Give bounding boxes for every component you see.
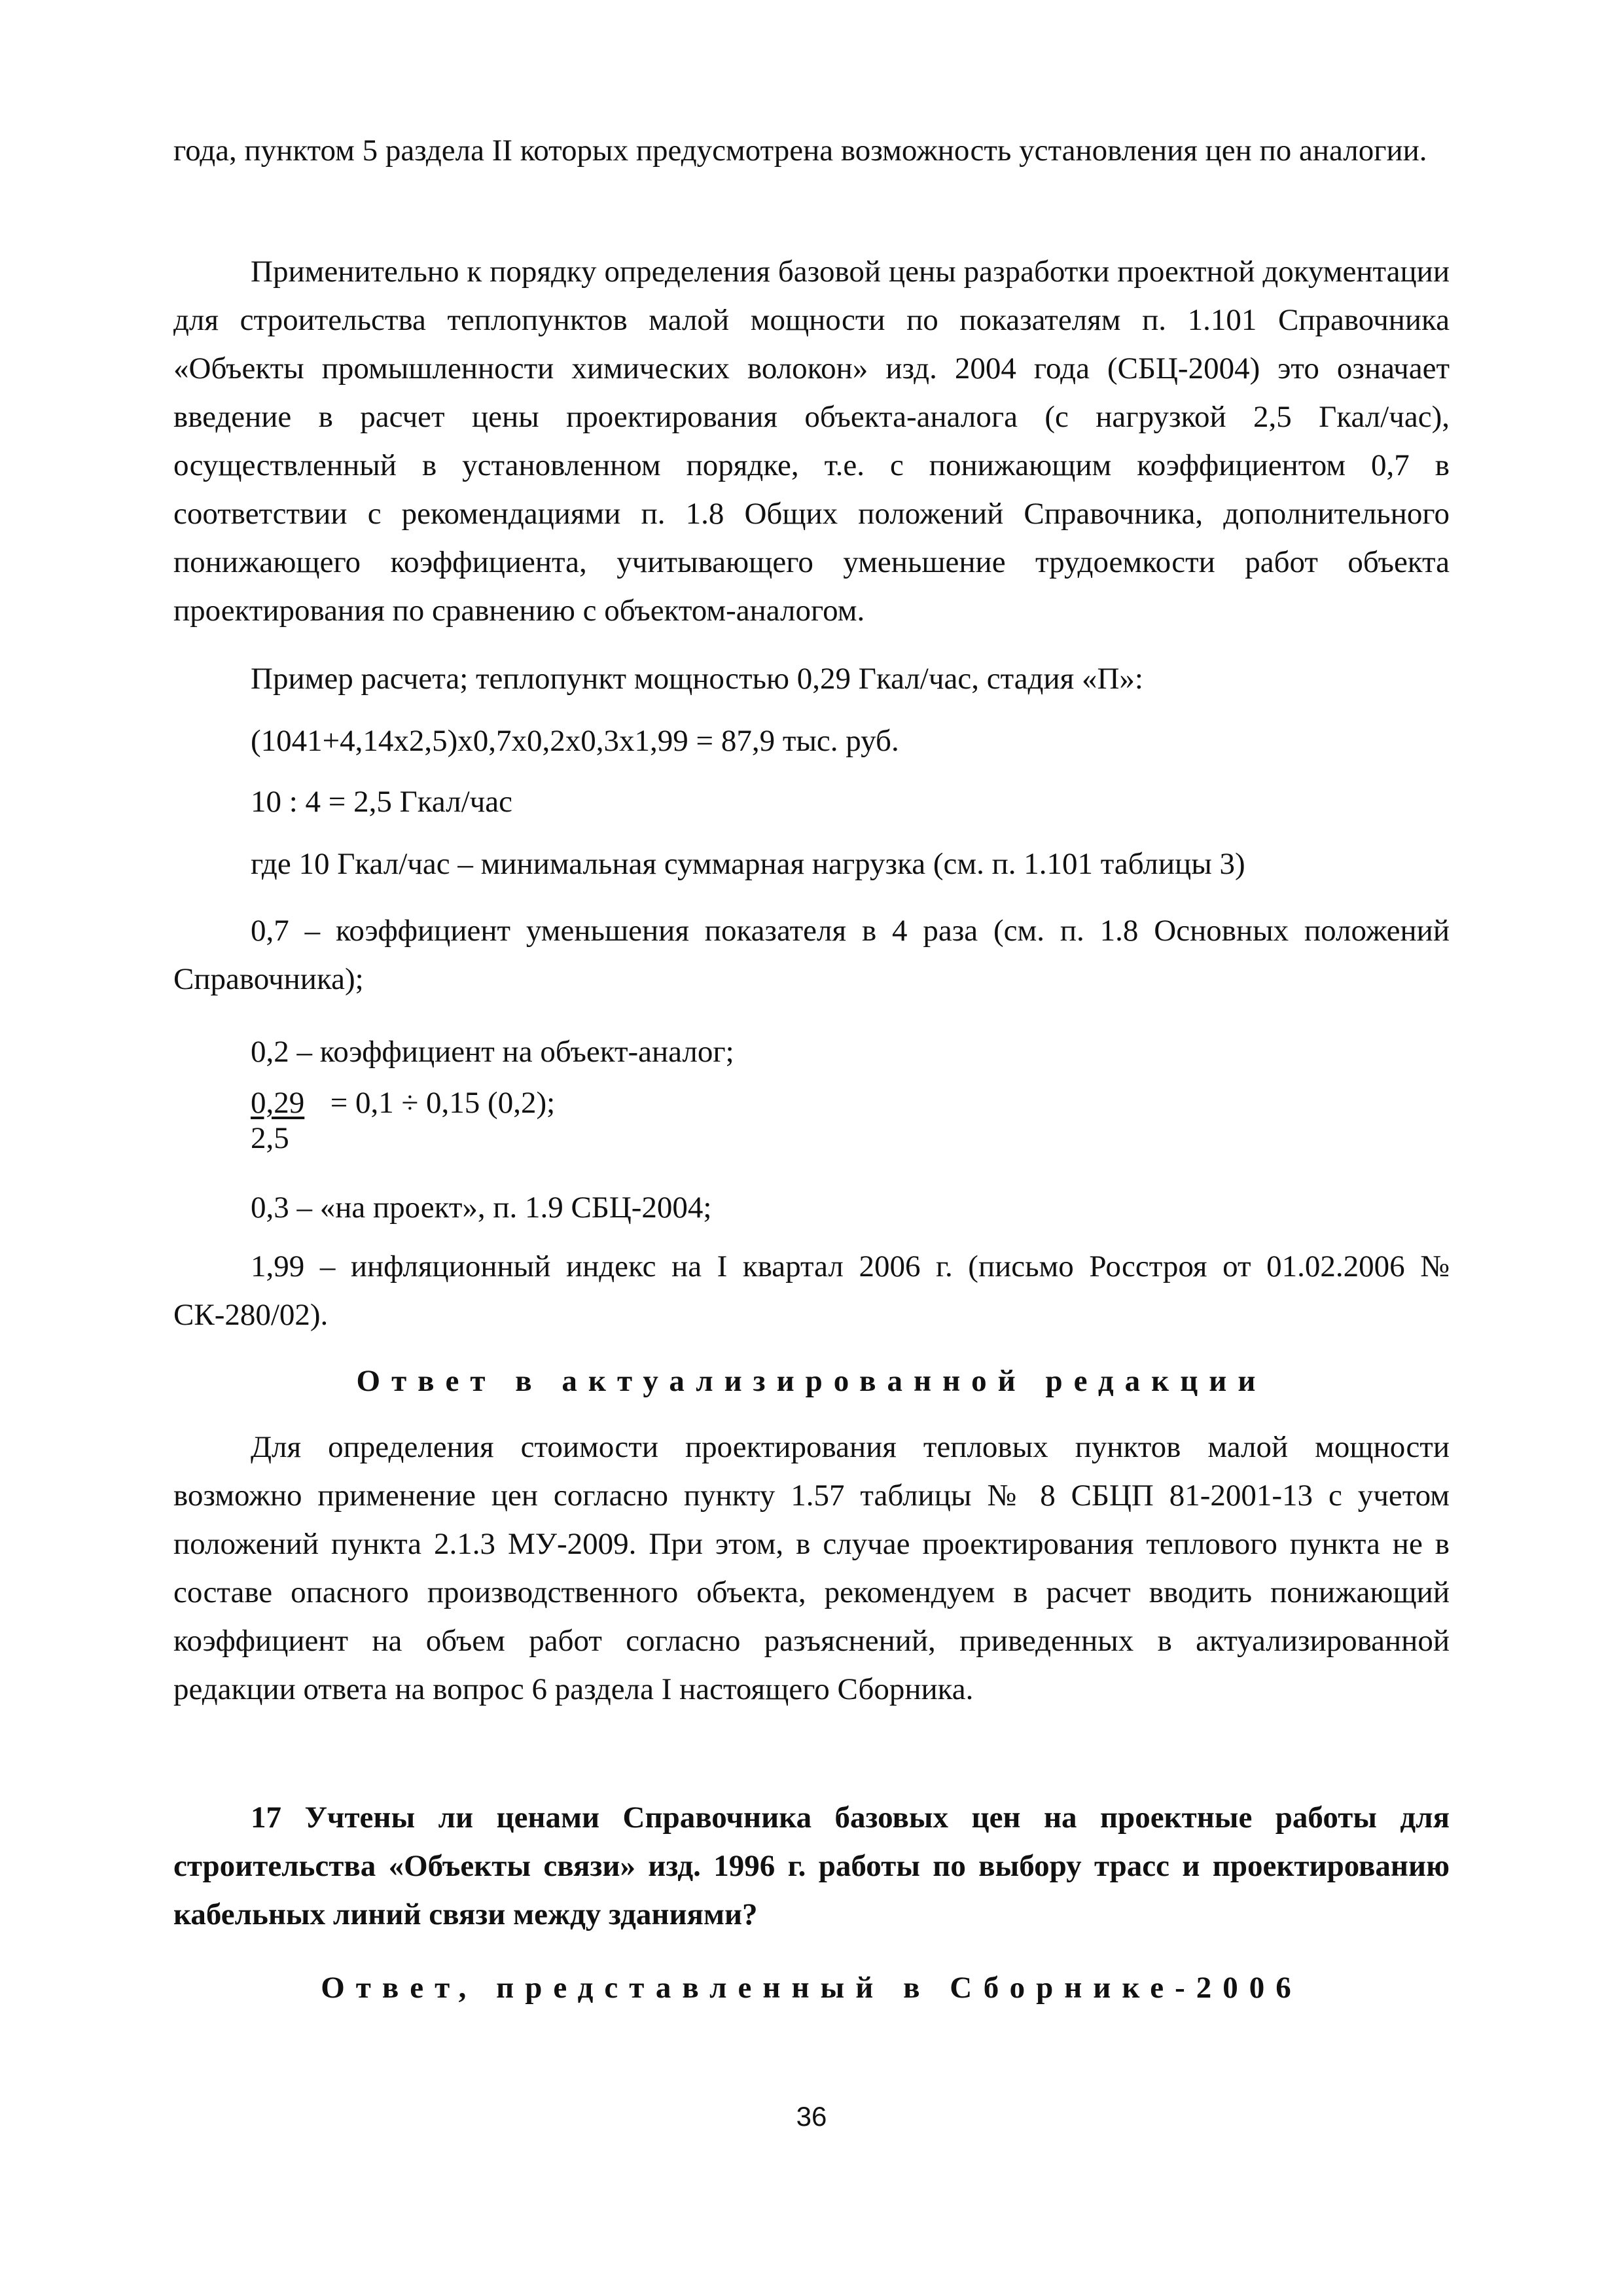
fraction-result: = 0,1 ÷ 0,15 (0,2); [330, 1086, 556, 1120]
heading-answer-2006: Ответ, представленный в Сборнике-2006 [321, 1971, 1302, 2005]
ratio-line: 10 : 4 = 2,5 Гкал/час [251, 785, 513, 819]
coefficient-03: 0,3 – «на проект», п. 1.9 СБЦ-2004; [251, 1191, 712, 1225]
heading-updated-answer: Ответ в актуализированной редакции [356, 1364, 1267, 1398]
fraction-expression [251, 1085, 555, 1156]
page-number: 36 [796, 2101, 827, 2132]
paragraph-base-price: Применительно к порядку определения базовой цены разработки проектной документации для строительства теплопунктов малой мощности по показателям п. 1.101 Справочника «Объекты промышленности химических волокон» изд. 2004 года (СБЦ-2004) это означает введение в расчет цены проектирования объекта-аналога (с нагрузкой 2,5 Гкал/час), осуществленный в установленном порядке, т.е. с понижающим коэффициентом 0,7 в соответствии с рекомендациями п. 1.8 Общих положений Справочника, дополнительного понижающего коэффициента, учитывающего уменьшение трудоемкости работ объекта проектирования по сравнению с объектом-аналогом. [173, 255, 1450, 628]
coefficient-199: 1,99 – инфляционный индекс на I квартал 2006 г. (письмо Росстроя от 01.02.2006 № СК-280/02). [173, 1249, 1450, 1332]
fraction-numerator: 0,29 [251, 1086, 305, 1120]
coefficient-07: 0,7 – коэффициент уменьшения показателя в 4 раза (см. п. 1.8 Основных положений Справочника); [173, 914, 1450, 996]
formula-line: (1041+4,14х2,5)х0,7х0,2х0,3х1,99 = 87,9 тыс. руб. [251, 724, 899, 758]
paragraph-updated-answer: Для определения стоимости проектирования тепловых пунктов малой мощности возможно применение цен согласно пункту 1.57 таблицы № 8 СБЦП 81-2001-13 с учетом положений пункта 2.1.3 МУ-2009. При этом, в случае проектирования теплового пункта не в составе опасного производственного объекта, рекомендуем в расчет вводить понижающий коэффициент на объем работ согласно разъяснений, приведенных в актуализированной редакции ответа на вопрос 6 раздела I настоящего Сборника. [173, 1430, 1450, 1706]
coefficient-02: 0,2 – коэффициент на объект-аналог; [251, 1035, 734, 1069]
where-line: где 10 Гкал/час – минимальная суммарная нагрузка (см. п. 1.101 таблицы 3) [251, 847, 1245, 881]
fraction-denominator: 2,5 [251, 1121, 289, 1155]
question-17: 17 Учтены ли ценами Справочника базовых цен на проектные работы для строительства «Объекты связи» изд. 1996 г. работы по выбору трасс и проектированию кабельных линий связи между зданиями? [173, 1801, 1450, 1931]
example-line: Пример расчета; теплопункт мощностью 0,29 Гкал/час, стадия «П»: [251, 662, 1143, 696]
paragraph-continuation: года, пунктом 5 раздела II которых предусмотрена возможность установления цен по аналогии. [173, 134, 1427, 168]
